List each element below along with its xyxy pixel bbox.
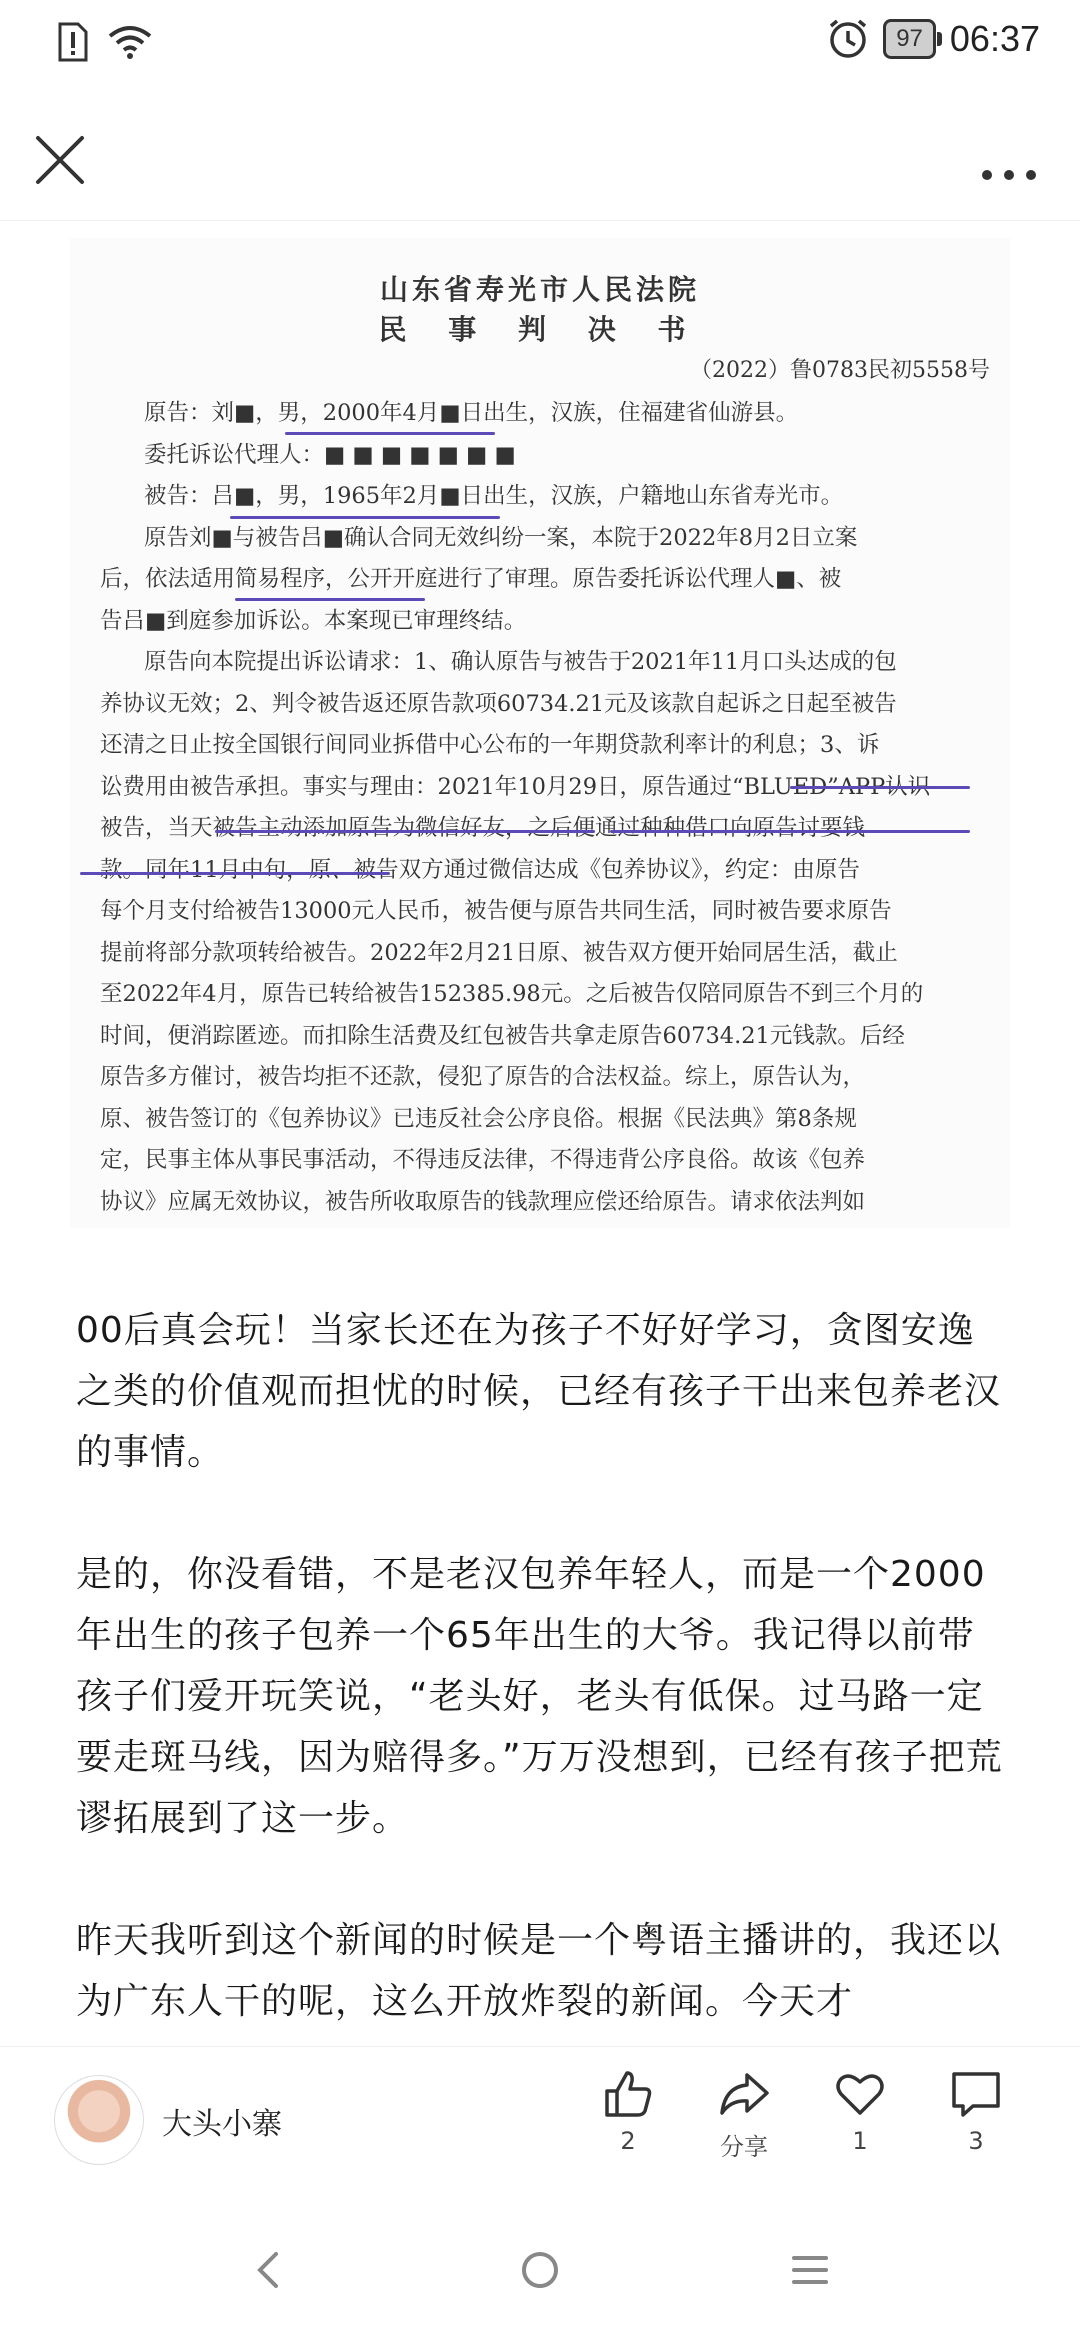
document-type: 民 事 判 决 书 [378, 313, 702, 346]
favorite-button[interactable] [810, 2067, 910, 2155]
clock: 06:37 [949, 18, 1040, 59]
doc-line: 养协议无效；2、判令被告返还原告款项60734.21元及该款自起诉之日起至被告 [100, 690, 897, 717]
menu-lines-icon [770, 2240, 850, 2300]
doc-line: 被告：吕■，男，1965年2月■日出生，汉族，户籍地山东省寿光市。 [144, 483, 844, 509]
heart-icon [833, 2067, 887, 2121]
doc-line: 告吕■到庭参加诉讼。本案现已审理终结。 [100, 607, 527, 634]
doc-line: 原告向本院提出诉讼请求：1、确认原告与被告于2021年11月口头达成的包 [144, 649, 897, 675]
doc-line: 提前将部分款项转给被告。2022年2月21日原、被告双方便开始同居生活，截止 [100, 939, 898, 966]
wifi-icon [108, 24, 152, 60]
doc-line: 还清之日止按全国银行间同业拆借中心公布的一年期贷款利率计的利息；3、诉 [100, 732, 880, 758]
article-paragraph: 00后真会玩！当家长还在为孩子不好好学习，贪图安逸之类的价值观而担忧的时候，已经有孩子干出来包养老汉的事情。 [76, 1310, 1002, 1473]
more-icon [974, 130, 1044, 190]
highlight-underline [790, 786, 970, 789]
alert-icon [56, 22, 88, 62]
comment-button[interactable] [926, 2067, 1026, 2155]
doc-line: 原告刘■与被告吕■确认合同无效纠纷一案，本院于2022年8月2日立案 [144, 524, 858, 551]
judgment-image[interactable] [70, 238, 1010, 1228]
doc-line: 至2022年4月，原告已转给被告152385.98元。之后被告仅陪同原告不到三个月的 [100, 981, 924, 1007]
highlight-underline [235, 598, 425, 601]
doc-line: 讼费用由被告承担。事实与理由：2021年10月29日，原告通过“BLUED”APP认识 [100, 773, 931, 800]
doc-line: 时间，便消踪匿迹。而扣除生活费及红包被告共拿走原告60734.21元钱款。后经 [100, 1022, 905, 1049]
doc-line: 款。同年11月中旬，原、被告双方通过微信达成《包养协议》，约定：由原告 [100, 856, 860, 883]
case-number: （2022）鲁0783民初5558号 [690, 358, 990, 383]
article-paragraph: 昨天我听到这个新闻的时候是一个粤语主播讲的，我还以为广东人干的呢，这么开放炸裂的新闻。今天才 [76, 1920, 1002, 2022]
doc-line: 定，民事主体从事民事活动，不得违反法律，不得违背公序良俗。故该《包养 [100, 1147, 866, 1173]
status-bar [0, 0, 1080, 90]
doc-line: 后，依法适用简易程序，公开开庭进行了审理。原告委托诉讼代理人■、被 [100, 566, 842, 592]
top-bar [0, 110, 1080, 220]
highlight-underline [215, 830, 595, 833]
article-body [76, 1300, 1006, 2093]
highlight-underline [610, 830, 970, 833]
like-count: 2 [620, 2127, 636, 2155]
favorite-count: 1 [852, 2127, 868, 2155]
doc-line: 被告，当天被告主动添加原告为微信好友，之后便通过种种借口向原告讨要钱 [100, 815, 866, 841]
nav-home-button[interactable] [500, 2240, 580, 2300]
close-icon [30, 130, 90, 190]
nav-recents-button[interactable] [770, 2240, 850, 2300]
thumbs-up-icon [601, 2067, 655, 2121]
comment-count: 3 [968, 2127, 984, 2155]
like-button[interactable] [578, 2067, 678, 2155]
share-label: 分享 [720, 2133, 768, 2161]
more-options-button[interactable] [974, 130, 1044, 190]
highlight-underline [80, 872, 390, 875]
battery-indicator: 97 [883, 19, 936, 59]
author-name[interactable]: 大头小寨 [162, 2107, 282, 2142]
comment-icon [949, 2067, 1003, 2121]
action-bar [0, 2046, 1080, 2187]
alarm-icon [827, 18, 869, 60]
author-avatar[interactable] [54, 2075, 144, 2165]
system-nav-bar [0, 2200, 1080, 2340]
doc-line: 原告多方催讨，被告均拒不还款，侵犯了原告的合法权益。综上，原告认为， [100, 1064, 866, 1090]
home-circle-icon [500, 2240, 580, 2300]
back-chevron-icon [230, 2240, 310, 2300]
article-paragraph: 是的，你没看错，不是老汉包养年轻人，而是一个2000年出生的孩子包养一个65年出生的大爷。我记得以前带孩子们爱开玩笑说，“老头好，老头有低保。过马路一定要走斑马线，因为赔得多。”万万没想到，已经有孩子把荒谬拓展到了这一步。 [76, 1554, 1003, 1839]
doc-line: 协议》应属无效协议，被告所收取原告的钱款理应偿还给原告。请求依法判如 [100, 1188, 866, 1215]
share-icon [717, 2067, 771, 2121]
divider [0, 220, 1080, 221]
nav-back-button[interactable] [230, 2240, 310, 2300]
court-name: 山东省寿光市人民法院 [379, 273, 700, 306]
doc-line: 原告：刘■，男，2000年4月■日出生，汉族，住福建省仙游县。 [144, 400, 799, 426]
doc-line: 每个月支付给被告13000元人民币，被告便与原告共同生活，同时被告要求原告 [100, 898, 892, 924]
highlight-underline [230, 516, 500, 519]
doc-line: 委托诉讼代理人：■ ■ ■ ■ ■ ■ ■ [144, 441, 516, 468]
highlight-underline [285, 432, 495, 435]
share-button[interactable] [694, 2067, 794, 2162]
close-button[interactable] [30, 130, 90, 190]
doc-line: 原、被告签订的《包养协议》已违反社会公序良俗。根据《民法典》第8条规 [100, 1105, 857, 1132]
